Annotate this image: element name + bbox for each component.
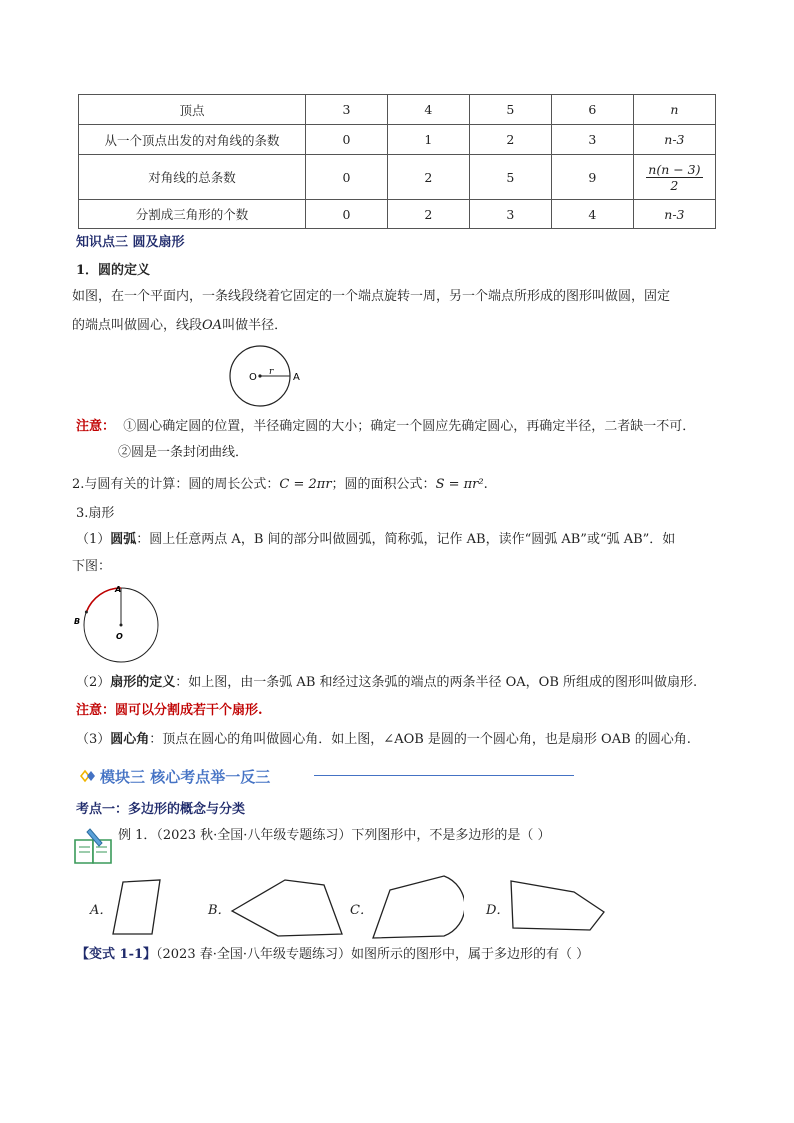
table-cell: 6: [551, 95, 633, 125]
text: （1）: [76, 532, 111, 547]
text: ：圆上任意两点 A，B 间的部分叫做圆弧，简称弧，记作 AB，读作“圆弧 AB”或“弧 AB”．如: [136, 532, 676, 547]
diamond-icon: [80, 769, 96, 783]
example-question: 例 1．（2023 秋·全国·八年级专题练习）下列图形中，不是多边形的是（ ）: [118, 828, 551, 843]
table-cell: 2: [387, 200, 469, 229]
option-label-a: A．: [90, 903, 113, 918]
table-cell: 0: [305, 155, 387, 200]
note: [76, 418, 695, 436]
arc-definition: [76, 531, 675, 549]
note-text: 圆可以分割成若干个扇形.: [115, 703, 263, 718]
central-angle-definition: [76, 731, 691, 749]
circle-calc-line: [72, 476, 488, 494]
text: 叫做半径．: [222, 318, 288, 333]
table-row: [79, 200, 716, 229]
label-r: r: [269, 367, 274, 377]
polygon-table: [78, 94, 716, 229]
paragraph-line: [72, 317, 287, 335]
note-text: ①圆心确定圆的位置，半径确定圆的大小；确定一个圆应先确定圆心，再确定半径，二者缺一不可．: [123, 419, 696, 434]
table-cell: 3: [305, 95, 387, 125]
subheading-sector: 3.扇形: [76, 506, 115, 521]
note-label: 注意：: [76, 419, 116, 434]
text: ；圆的面积公式：: [331, 477, 436, 492]
label-o: O: [249, 372, 257, 383]
note: [76, 702, 263, 720]
text: 的端点叫做圆心，线段: [72, 318, 203, 333]
term-arc: 圆弧: [110, 532, 137, 547]
label-a: A: [293, 372, 300, 383]
option-c-figure: [370, 872, 464, 942]
table-cell: 1: [387, 125, 469, 155]
text: （3）: [76, 732, 111, 747]
module-divider: [314, 775, 574, 776]
center-dot: [120, 624, 123, 627]
label-o: O: [116, 632, 123, 641]
option-a-figure: [110, 878, 164, 938]
note-label: 注意：: [76, 703, 116, 718]
book-pencil-icon: [72, 826, 116, 866]
fraction: [646, 162, 702, 193]
section-heading: 知识点三 圆及扇形: [76, 235, 185, 250]
option-label-b: B．: [208, 903, 231, 918]
table-cell: 分割成三角形的个数: [79, 200, 306, 229]
fraction-denominator: 2: [670, 177, 679, 193]
table-cell: n-3: [633, 200, 715, 229]
table-row: [79, 155, 716, 200]
term-central-angle: 圆心角: [110, 732, 150, 747]
module-title: 模块三 核心考点举一反三: [100, 768, 271, 786]
formula-area: S = πr²: [435, 477, 484, 492]
variant-question: [76, 946, 589, 964]
table-cell: 从一个顶点出发的对角线的条数: [79, 125, 306, 155]
exam-point-heading: 考点一：多边形的概念与分类: [76, 802, 246, 817]
fraction-numerator: n(n − 3): [648, 161, 701, 177]
paragraph-line: 下图：: [72, 559, 112, 574]
table-cell: 4: [551, 200, 633, 229]
table-cell: 0: [305, 125, 387, 155]
table-cell: 2: [469, 125, 551, 155]
variant-label: 【变式 1-1】: [76, 947, 157, 962]
arc-figure: [70, 580, 170, 670]
option-label-c: C．: [350, 903, 373, 918]
table-cell: 对角线的总条数: [79, 155, 306, 200]
text: （2）: [76, 675, 111, 690]
variant-text: （2023 春·全国·八年级专题练习）如图所示的图形中，属于多边形的有（ ）: [156, 947, 590, 962]
circle-figure: [228, 344, 308, 408]
table-cell: 4: [387, 95, 469, 125]
table-cell: 0: [305, 200, 387, 229]
sector-definition: [76, 674, 697, 692]
label-a: A: [115, 585, 122, 594]
math-oa: OA: [202, 318, 223, 333]
text: .: [483, 477, 488, 492]
paragraph-line: 如图，在一个平面内，一条线段绕着它固定的一个端点旋转一周，另一个端点所形成的图形叫做圆，固定: [72, 289, 671, 304]
table-row: [79, 95, 716, 125]
table-cell: 3: [551, 125, 633, 155]
center-dot: [258, 374, 261, 377]
point-b: [85, 611, 88, 614]
text: 2.与圆有关的计算：圆的周长公式：: [72, 477, 280, 492]
text: ：如上图，由一条弧 AB 和经过这条弧的端点的两条半径 OA，OB 所组成的图形叫做扇形.: [175, 675, 698, 690]
module-header: [80, 767, 580, 785]
option-d-figure: [508, 876, 608, 936]
table-cell: 3: [469, 200, 551, 229]
table-cell: [633, 155, 715, 200]
formula-circumference: C = 2πr: [279, 477, 332, 492]
table-cell: 5: [469, 95, 551, 125]
table-cell: 9: [551, 155, 633, 200]
table-cell: n-3: [633, 125, 715, 155]
option-b-figure: [230, 876, 345, 940]
table-cell: 5: [469, 155, 551, 200]
table-cell: n: [633, 95, 715, 125]
term-sector: 扇形的定义: [110, 675, 176, 690]
table-row: [79, 125, 716, 155]
label-b: B: [74, 617, 81, 626]
table-cell: 2: [387, 155, 469, 200]
text: ：顶点在圆心的角叫做圆心角．如上图，∠AOB 是圆的一个圆心角，也是扇形 OAB 的圆心角.: [149, 732, 691, 747]
option-label-d: D．: [486, 903, 510, 918]
table-cell: 顶点: [79, 95, 306, 125]
subheading-circle-definition: 1．圆的定义: [76, 263, 151, 278]
note-item: ②圆是一条封闭曲线．: [118, 445, 249, 460]
